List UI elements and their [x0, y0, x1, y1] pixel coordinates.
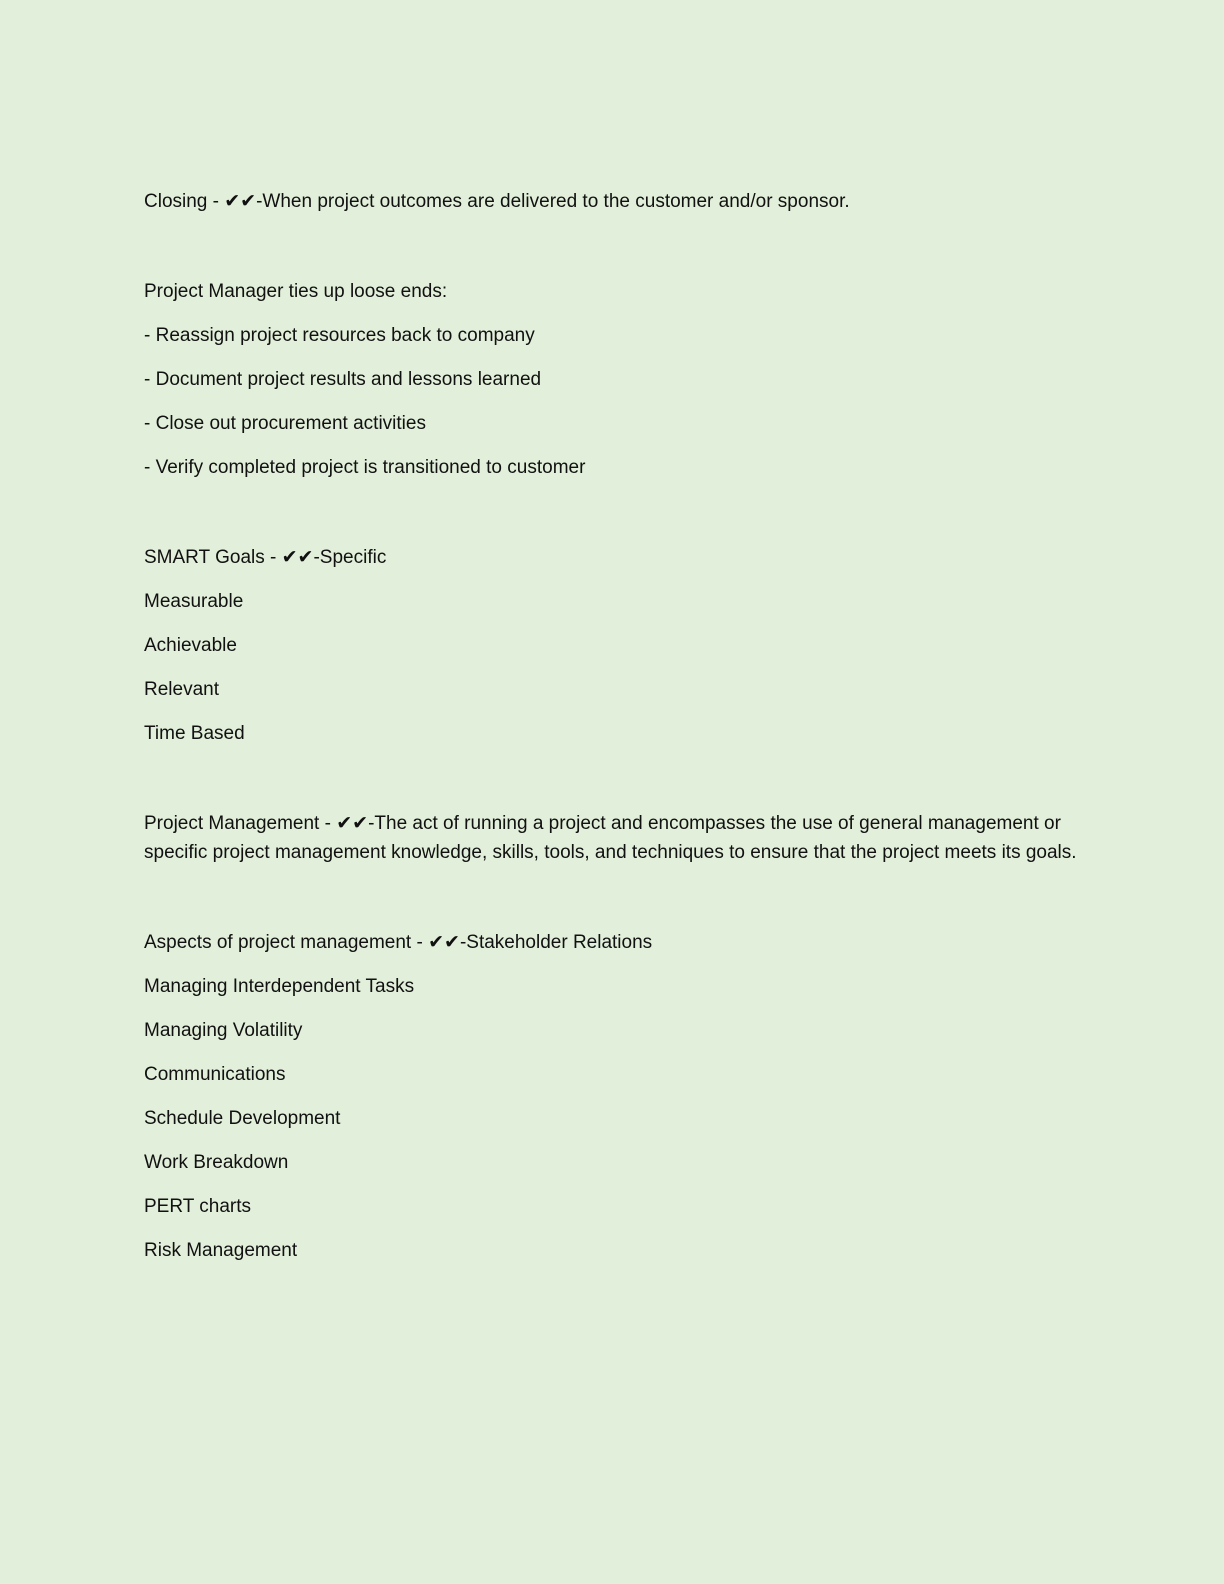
aspect-item: Schedule Development	[144, 1108, 341, 1129]
smart-goal-item: Time Based	[144, 723, 245, 744]
aspect-item: Work Breakdown	[144, 1152, 289, 1173]
term-definition: -When project outcomes are delivered to the customer and/or sponsor.	[256, 191, 850, 212]
term-label: SMART Goals	[144, 547, 265, 568]
term-label: Project Management	[144, 813, 320, 834]
term-label: Closing	[144, 191, 208, 212]
aspect-item: Risk Management	[144, 1240, 298, 1261]
smart-goal-item: Achievable	[144, 635, 237, 656]
aspect-item: Managing Interdependent Tasks	[144, 976, 415, 997]
loose-ends-item: - Verify completed project is transitioned to customer	[144, 457, 586, 478]
term-definition: -The act of running a project and encompasses the use of general management or specific project management knowledge, skills, tools, and techniques to ensure that the project meets its goals.	[144, 813, 1077, 863]
aspect-item: Managing Volatility	[144, 1020, 303, 1041]
smart-goal-item: Measurable	[144, 591, 244, 612]
aspect-item: Communications	[144, 1064, 286, 1085]
section-spacer	[144, 497, 1084, 543]
double-check-icon: ✔✔	[336, 812, 369, 834]
section-spacer	[144, 882, 1084, 928]
term-separator: -	[264, 547, 282, 568]
double-check-icon: ✔✔	[428, 931, 460, 953]
term-aspects-of-project-management	[144, 928, 1084, 957]
term-project-management	[144, 809, 1084, 867]
smart-goal-item: Relevant	[144, 679, 219, 700]
loose-ends-heading: Project Manager ties up loose ends:	[144, 281, 448, 302]
loose-ends-item: - Close out procurement activities	[144, 413, 426, 434]
section-spacer	[144, 763, 1084, 809]
term-definition: -Specific	[313, 547, 387, 568]
term-smart-goals	[144, 543, 1084, 572]
term-separator: -	[319, 813, 337, 834]
aspect-item: PERT charts	[144, 1196, 252, 1217]
term-separator: -	[411, 932, 429, 953]
term-definition: -Stakeholder Relations	[459, 932, 653, 953]
term-closing	[144, 187, 1084, 216]
double-check-icon: ✔✔	[281, 546, 314, 568]
section-spacer	[144, 231, 1084, 277]
loose-ends-item: - Reassign project resources back to company	[144, 325, 535, 346]
loose-ends-item: - Document project results and lessons learned	[144, 369, 542, 390]
term-separator: -	[207, 191, 225, 212]
double-check-icon: ✔✔	[224, 190, 257, 212]
term-label: Aspects of project management	[144, 932, 412, 953]
